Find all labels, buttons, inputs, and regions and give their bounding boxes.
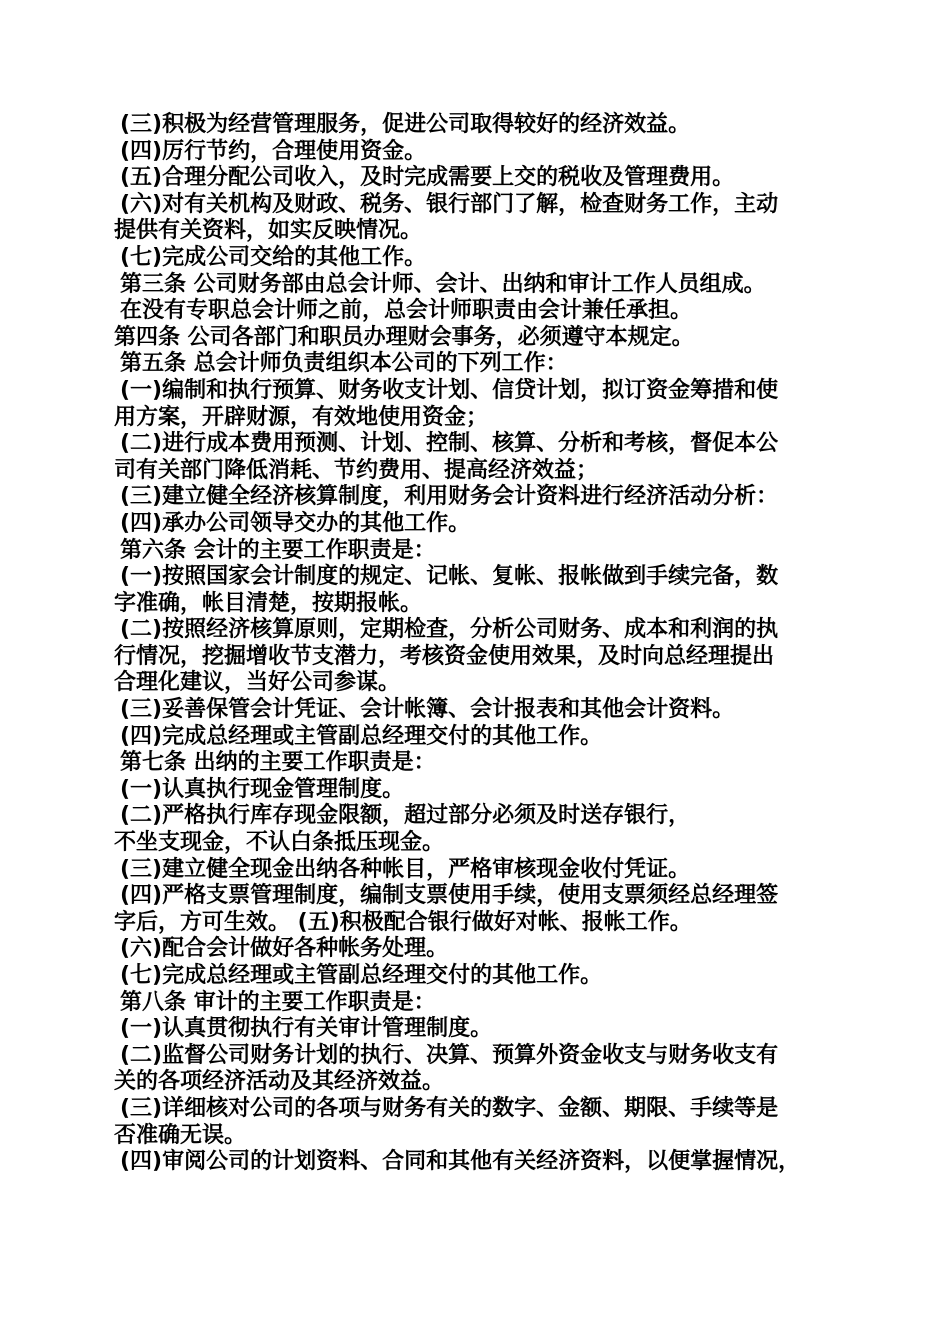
text-line: (六)对有关机构及财政、税务、银行部门了解，检查财务工作，主动 <box>120 191 779 217</box>
text-line: (一)编制和执行预算、财务收支计划、信贷计划，拟订资金筹措和使 <box>120 377 779 403</box>
text-line: (四)严格支票管理制度，编制支票使用手续，使用支票须经总经理签 <box>120 883 779 909</box>
text-line: 字后，方可生效。 (五)积极配合银行做好对帐、报帐工作。 <box>114 909 692 935</box>
text-line: (三)积极为经营管理服务，促进公司取得较好的经济效益。 <box>120 112 691 137</box>
text-line: (一)认真贯彻执行有关审计管理制度。 <box>120 1016 493 1042</box>
text-line: 字准确，帐目清楚，按期报帐。 <box>114 590 423 616</box>
text-line: (二)严格执行库存现金限额，超过部分必须及时送存银行， <box>120 803 691 829</box>
text-line: (二)进行成本费用预测、计划、控制、核算、分析和考核，督促本公 <box>120 431 779 457</box>
text-line: 行情况，挖掘增收节支潜力，考核资金使用效果，及时向总经理提出 <box>114 643 775 669</box>
text-line: (四)完成总经理或主管副总经理交付的其他工作。 <box>120 723 603 749</box>
text-line: (一)按照国家会计制度的规定、记帐、复帐、报帐做到手续完备，数 <box>120 564 779 590</box>
text-line: (六)配合会计做好各种帐务处理。 <box>120 936 449 962</box>
text-line: (七)完成总经理或主管副总经理交付的其他工作。 <box>120 963 603 988</box>
text-line: 用方案，开辟财源，有效地使用资金； <box>114 404 489 430</box>
text-line: (三)详细核对公司的各项与财务有关的数字、金额、期限、手续等是 <box>120 1095 779 1121</box>
article-heading: 第六条 会计的主要工作职责是： <box>120 537 436 563</box>
article-heading: 第八条 审计的主要工作职责是： <box>120 989 436 1015</box>
text-line: 在没有专职总会计师之前，总会计师职责由会计兼任承担。 <box>120 298 693 324</box>
text-line: (一)认真执行现金管理制度。 <box>120 776 405 802</box>
text-line: (三)妥善保管会计凭证、会计帐簿、会计报表和其他会计资料。 <box>120 697 735 723</box>
text-line: (四)审阅公司的计划资料、合同和其他有关经济资料，以便掌握情况， <box>120 1149 801 1175</box>
text-line: 否准确无误。 <box>114 1122 247 1148</box>
article-heading: 第四条 公司各部门和职员办理财会事务，必须遵守本规定。 <box>114 324 694 350</box>
text-line: 司有关部门降低消耗、节约费用、提高经济效益； <box>114 457 599 483</box>
text-line: (五)合理分配公司收入，及时完成需要上交的税收及管理费用。 <box>120 165 735 191</box>
text-line: (二)按照经济核算原则，定期检查，分析公司财务、成本和利润的执 <box>120 617 779 643</box>
text-line: (四)厉行节约，合理使用资金。 <box>120 138 427 164</box>
text-line: (二)监督公司财务计划的执行、决算、预算外资金收支与财务收支有 <box>120 1042 779 1068</box>
article-heading: 第七条 出纳的主要工作职责是： <box>120 750 436 776</box>
text-line: (四)承办公司领导交办的其他工作。 <box>120 510 471 536</box>
article-heading: 第三条 公司财务部由总会计师、会计、出纳和审计工作人员组成。 <box>120 271 766 297</box>
text-line: (七)完成公司交给的其他工作。 <box>120 244 427 270</box>
text-line: (三)建立健全现金出纳各种帐目，严格审核现金收付凭证。 <box>120 856 691 882</box>
text-line: 合理化建议，当好公司参谋。 <box>114 670 401 696</box>
document-body <box>114 112 838 1176</box>
text-line: (三)建立健全经济核算制度，利用财务会计资料进行经济活动分析： <box>120 484 779 510</box>
text-line: 不坐支现金，不认白条抵压现金。 <box>114 830 445 856</box>
text-line: 提供有关资料，如实反映情况。 <box>114 218 423 244</box>
article-heading: 第五条 总会计师负责组织本公司的下列工作： <box>120 351 568 377</box>
text-line: 关的各项经济活动及其经济效益。 <box>114 1069 445 1095</box>
